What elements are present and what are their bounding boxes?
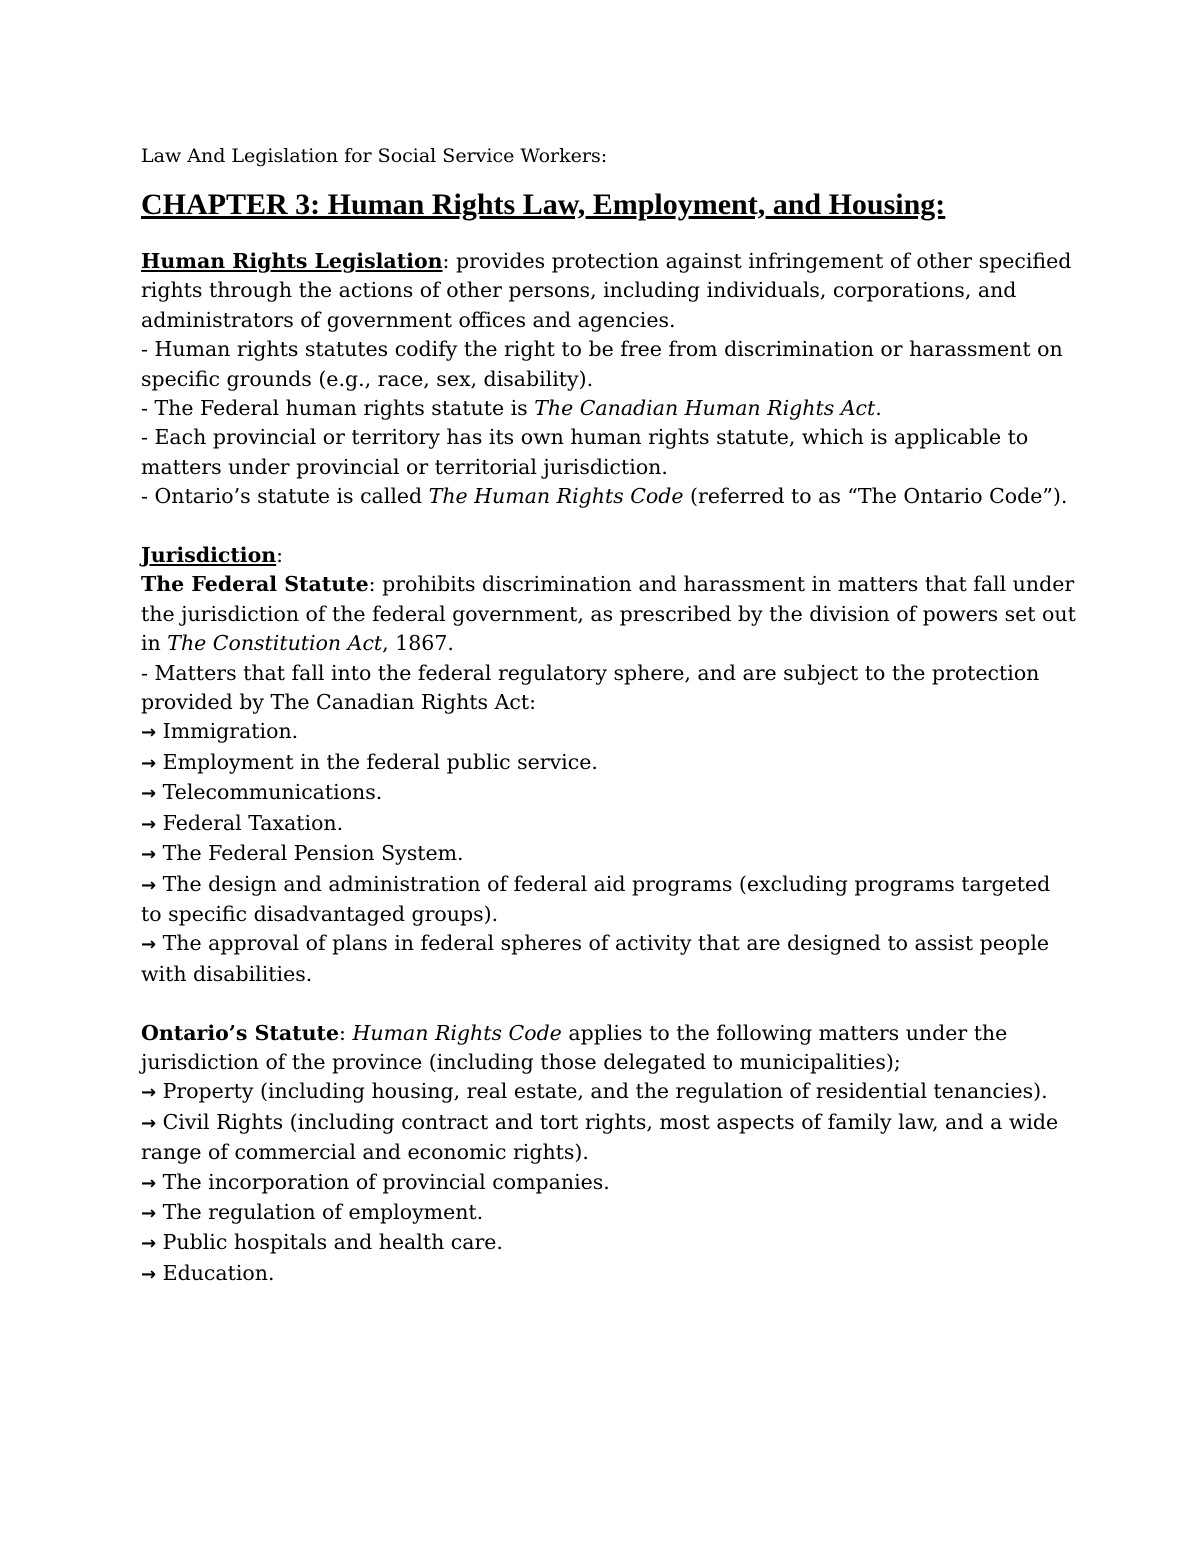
constitution-act-title: The Constitution Act	[167, 631, 383, 656]
ontario-statute-text: applies to the following matters under the jurisdiction of the province (including those delegated to municipalities);	[141, 1020, 1008, 1074]
federal-items-list	[141, 717, 1076, 989]
jurisdiction-heading-text: Jurisdiction	[141, 543, 277, 568]
arrow-icon: →	[141, 783, 157, 805]
spacer	[141, 989, 1076, 1018]
hr-point-3: - Each provincial or territory has its own human rights statute, which is applicable to matters under provincial or territorial jurisdiction.	[141, 425, 1029, 479]
hr-code-title: The Human Rights Code	[428, 484, 684, 509]
list-item-text: The approval of plans in federal spheres of activity that are designed to assist people with disabilities.	[141, 931, 1050, 986]
arrow-icon: →	[141, 874, 157, 896]
list-item	[141, 809, 1076, 839]
ontario-code-title: Human Rights Code	[352, 1020, 562, 1045]
arrow-icon: →	[141, 1172, 157, 1194]
list-item-text: Employment in the federal public service.	[162, 749, 598, 774]
spacer	[141, 512, 1076, 541]
arrow-icon: →	[141, 752, 157, 774]
arrow-icon: →	[141, 1082, 157, 1104]
canadian-hr-act-title: The Canadian Human Rights Act	[534, 396, 876, 421]
arrow-icon: →	[141, 813, 157, 835]
arrow-icon: →	[141, 934, 157, 956]
list-item	[141, 1108, 1076, 1168]
hr-point-4-pre: - Ontario’s statute is called	[141, 484, 429, 509]
list-item-text: The regulation of employment.	[162, 1199, 484, 1224]
chapter-title: CHAPTER 3: Human Rights Law, Employment, and Housing:	[141, 188, 946, 221]
list-item-text: Property (including housing, real estate, and the regulation of residential tenancies).	[162, 1079, 1048, 1104]
list-item	[141, 778, 1076, 808]
hr-point-1: - Human rights statutes codify the right to be free from discrimination or harassment on specific grounds (e.g., race, sex, disability).	[141, 337, 1063, 391]
hr-point-2	[141, 394, 1076, 423]
list-item	[141, 1077, 1076, 1107]
list-item-text: Public hospitals and health care.	[162, 1230, 503, 1255]
document-page	[141, 142, 1076, 1289]
arrow-icon: →	[141, 1263, 157, 1285]
list-item	[141, 717, 1076, 747]
federal-statute-term: The Federal Statute	[141, 572, 369, 597]
list-item	[141, 929, 1076, 989]
jurisdiction-heading	[141, 541, 1076, 570]
arrow-icon: →	[141, 722, 157, 744]
arrow-icon: →	[141, 1233, 157, 1255]
list-item	[141, 1168, 1076, 1198]
list-item	[141, 1228, 1076, 1258]
list-item-text: Education.	[162, 1260, 275, 1285]
hr-point-2-post: .	[875, 396, 882, 421]
list-item	[141, 870, 1076, 930]
ontario-statute-colon: :	[339, 1020, 353, 1045]
hr-legislation-term: Human Rights Legislation	[141, 249, 443, 273]
list-item-text: The Federal Pension System.	[162, 841, 464, 866]
ontario-items-list	[141, 1077, 1076, 1289]
list-item	[141, 748, 1076, 778]
document-header: Law And Legislation for Social Service Workers:	[141, 145, 608, 167]
federal-statute-text: : prohibits discrimination and harassment in matters that fall under the jurisdiction of the federal government, as prescribed by the division of powers set out in	[141, 572, 1076, 656]
arrow-icon: →	[141, 1112, 157, 1134]
list-item	[141, 1198, 1076, 1228]
hr-point-4-post: (referred to as “The Ontario Code”).	[683, 484, 1068, 509]
list-item	[141, 839, 1076, 869]
arrow-icon: →	[141, 844, 157, 866]
list-item-text: Civil Rights (including contract and tort rights, most aspects of family law, and a wide range of commercial and economic rights).	[141, 1109, 1059, 1165]
hr-point-2-pre: - The Federal human rights statute is	[141, 396, 535, 421]
list-item-text: Immigration.	[162, 719, 299, 744]
ontario-statute-term: Ontario’s Statute	[141, 1020, 340, 1045]
arrow-icon: →	[141, 1202, 157, 1224]
ontario-statute-definition	[141, 1019, 1076, 1078]
list-item-text: The design and administration of federal aid programs (excluding programs targeted to specific disadvantaged groups).	[141, 871, 1051, 926]
hr-legislation-definition	[141, 247, 1076, 335]
hr-legislation-text: : provides protection against infringement of other specified rights through the actions of other persons, including individuals, corporations, and administrators of government offices and agencies.	[141, 249, 1072, 332]
federal-statute-post: , 1867.	[382, 631, 454, 656]
federal-matters-intro: - Matters that fall into the federal regulatory sphere, and are subject to the protection provided by The Canadian Rights Act:	[141, 660, 1040, 715]
hr-point-4	[141, 482, 1076, 511]
jurisdiction-heading-colon: :	[276, 543, 284, 568]
list-item-text: Federal Taxation.	[162, 810, 344, 835]
list-item	[141, 1259, 1076, 1289]
federal-statute-definition	[141, 570, 1076, 658]
list-item-text: The incorporation of provincial companies.	[162, 1169, 610, 1194]
list-item-text: Telecommunications.	[162, 780, 383, 805]
